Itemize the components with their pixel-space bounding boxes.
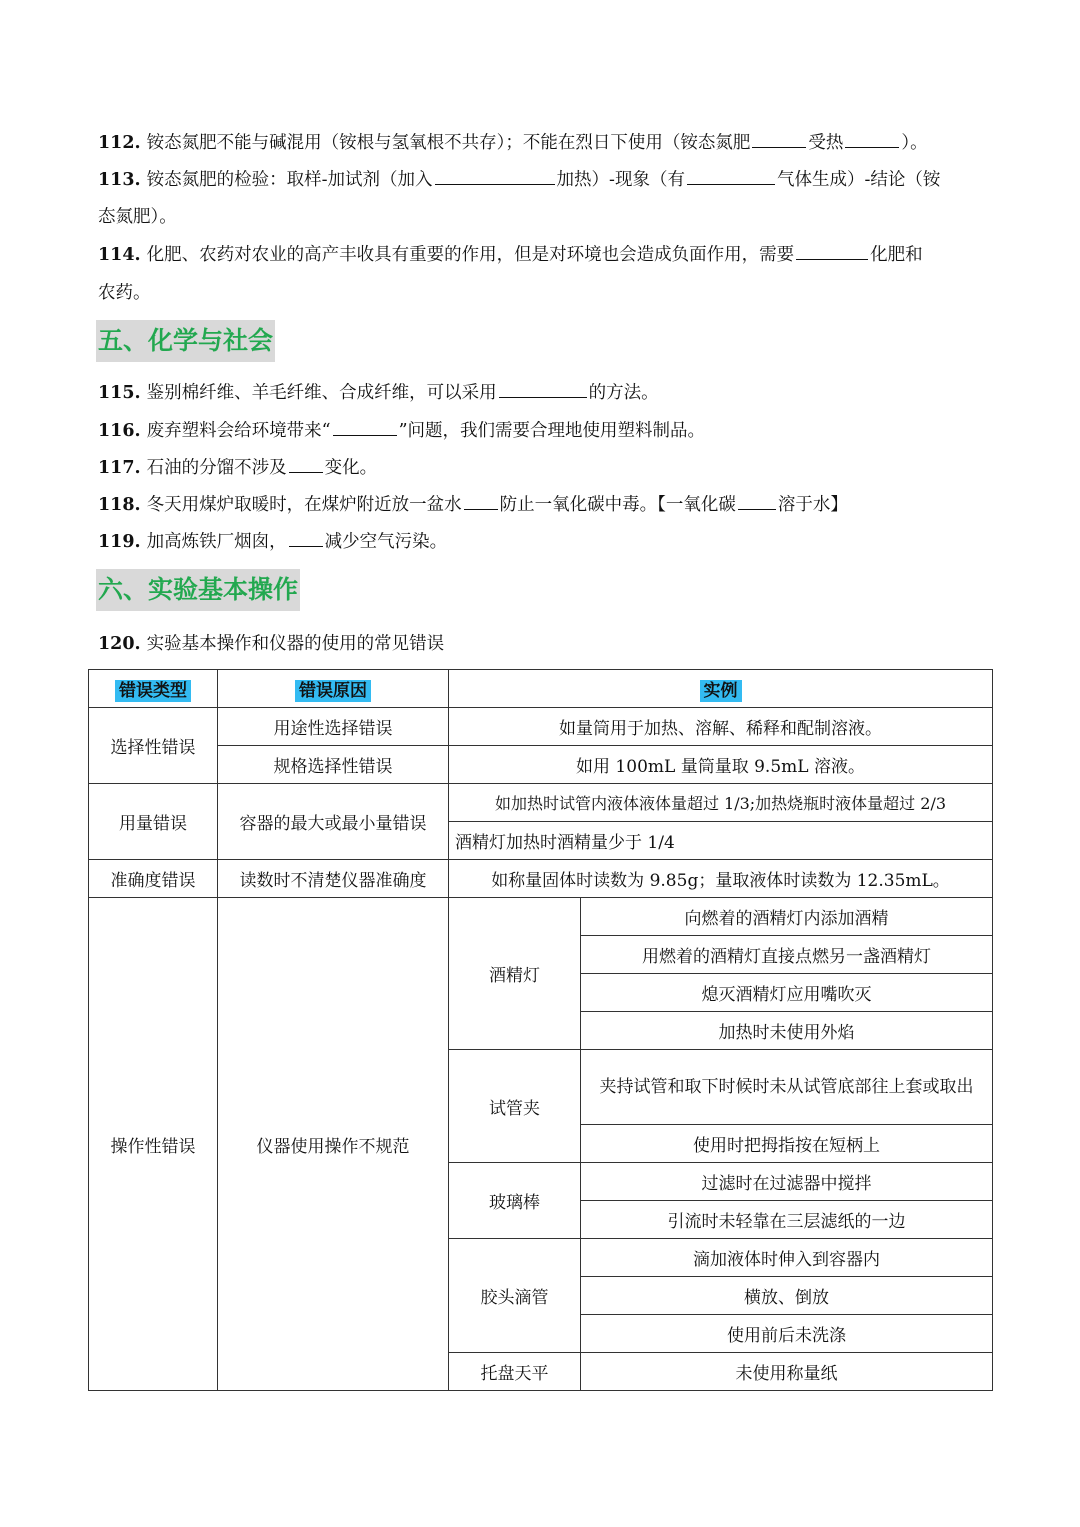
answer-blank[interactable] <box>796 243 868 260</box>
example-cell: 如加热时试管内液体液体量超过 1/3;加热烧瓶时液体量超过 2/3 <box>449 784 993 822</box>
example-cell: 夹持试管和取下时候时未从试管底部往上套或取出 <box>581 1050 993 1125</box>
example-cell: 酒精灯加热时酒精量少于 1/4 <box>449 822 993 860</box>
example-cell: 如称量固体时读数为 9.85g；量取液体时读数为 12.35mL。 <box>449 860 993 898</box>
answer-blank[interactable] <box>687 168 775 185</box>
instrument-cell: 胶头滴管 <box>449 1239 581 1353</box>
example-cell: 横放、倒放 <box>581 1277 993 1315</box>
item-114-cont: 农药。 <box>98 283 151 303</box>
header-error-type: 错误类型 <box>89 670 218 708</box>
example-cell: 未使用称量纸 <box>581 1353 993 1391</box>
answer-blank[interactable] <box>464 493 498 510</box>
item-113-cont: 态氮肥）。 <box>98 207 177 227</box>
instrument-cell: 试管夹 <box>449 1050 581 1163</box>
table-row <box>89 784 993 822</box>
reason-cell: 仪器使用操作不规范 <box>218 898 449 1391</box>
error-table <box>88 669 993 1391</box>
item-117: 117. 石油的分馏不涉及 变化。 <box>98 458 378 478</box>
answer-blank[interactable] <box>435 168 555 185</box>
item-120: 120. 实验基本操作和仪器的使用的常见错误 <box>98 634 445 654</box>
answer-blank[interactable] <box>752 131 806 148</box>
reason-cell: 读数时不清楚仪器准确度 <box>218 860 449 898</box>
example-cell: 过滤时在过滤器中搅拌 <box>581 1163 993 1201</box>
reason-cell: 用途性选择错误 <box>218 708 449 746</box>
item-114: 114. 化肥、农药对农业的高产丰收具有重要的作用，但是对环境也会造成负面作用，需要 化肥和 <box>98 245 923 265</box>
type-cell: 操作性错误 <box>89 898 218 1391</box>
table-row <box>89 860 993 898</box>
item-119: 119. 加高炼铁厂烟囱， 减少空气污染。 <box>98 532 448 552</box>
answer-blank[interactable] <box>845 131 899 148</box>
instrument-cell: 玻璃棒 <box>449 1163 581 1239</box>
answer-blank[interactable] <box>289 530 323 547</box>
example-cell: 使用时把拇指按在短柄上 <box>581 1125 993 1163</box>
example-cell: 加热时未使用外焰 <box>581 1012 993 1050</box>
header-example: 实例 <box>449 670 993 708</box>
example-cell: 引流时未轻靠在三层滤纸的一边 <box>581 1201 993 1239</box>
reason-cell: 规格选择性错误 <box>218 746 449 784</box>
example-cell: 用燃着的酒精灯直接点燃另一盏酒精灯 <box>581 936 993 974</box>
answer-blank[interactable] <box>289 456 323 473</box>
answer-blank[interactable] <box>333 419 397 436</box>
header-error-cause: 错误原因 <box>218 670 449 708</box>
type-cell: 选择性错误 <box>89 708 218 784</box>
table-header-row <box>89 670 993 708</box>
example-cell: 滴加液体时伸入到容器内 <box>581 1239 993 1277</box>
example-cell: 如用 100mL 量筒量取 9.5mL 溶液。 <box>449 746 993 784</box>
example-cell: 如量筒用于加热、溶解、稀释和配制溶液。 <box>449 708 993 746</box>
item-112: 112. 铵态氮肥不能与碱混用（铵根与氢氧根不共存）；不能在烈日下使用（铵态氮肥 受热 ）。 <box>98 133 928 153</box>
section-heading-6: 六、实验基本操作 <box>96 569 300 611</box>
item-115: 115. 鉴别棉纤维、羊毛纤维、合成纤维，可以采用 的方法。 <box>98 383 659 403</box>
instrument-cell: 托盘天平 <box>449 1353 581 1391</box>
example-cell: 使用前后未洗涤 <box>581 1315 993 1353</box>
instrument-cell: 酒精灯 <box>449 898 581 1050</box>
table-row <box>89 898 993 936</box>
table-row <box>89 708 993 746</box>
reason-cell: 容器的最大或最小量错误 <box>218 784 449 860</box>
item-113: 113. 铵态氮肥的检验：取样-加试剂（加入 加热）-现象（有 气体生成）-结论（铵 <box>98 170 941 190</box>
example-cell: 向燃着的酒精灯内添加酒精 <box>581 898 993 936</box>
answer-blank[interactable] <box>738 493 776 510</box>
item-118: 118. 冬天用煤炉取暖时，在煤炉附近放一盆水 防止一氧化碳中毒。【一氧化碳 溶于水】 <box>98 495 848 515</box>
example-cell: 熄灭酒精灯应用嘴吹灭 <box>581 974 993 1012</box>
type-cell: 准确度错误 <box>89 860 218 898</box>
answer-blank[interactable] <box>499 381 587 398</box>
table-row <box>89 746 993 784</box>
item-116: 116. 废弃塑料会给环境带来“ ”问题，我们需要合理地使用塑料制品。 <box>98 421 706 441</box>
type-cell: 用量错误 <box>89 784 218 860</box>
section-heading-5: 五、化学与社会 <box>96 320 275 362</box>
